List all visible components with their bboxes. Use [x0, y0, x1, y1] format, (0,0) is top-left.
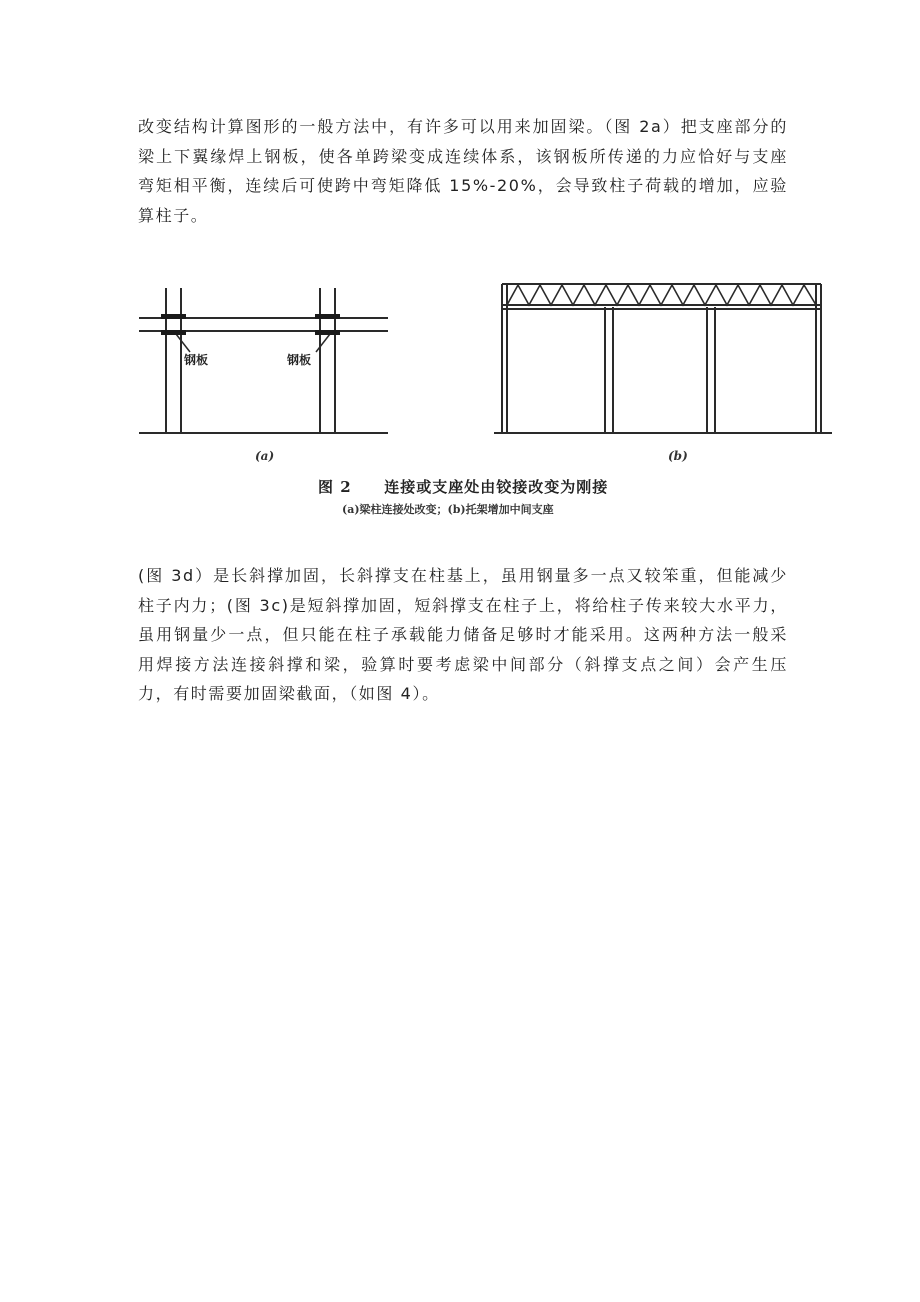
figure-title: 连接或支座处由铰接改变为刚接: [384, 478, 609, 496]
figure-number: 图 2: [318, 478, 352, 496]
subfigure-b-label: (b): [668, 449, 688, 463]
figure-caption: [318, 476, 608, 497]
paragraph-2: (图 3d）是长斜撑加固，长斜撑支在柱基上，虽用钢量多一点又较笨重，但能减少柱子内力；(图 3c)是短斜撑加固，短斜撑支在柱子上，将给柱子传来较大水平力，虽用钢量少一点，但只能在柱子承载能力储备足够时才能采用。这两种方法一般采用焊接方法连接斜撑和梁，验算时要考虑梁中间部分（斜撑支点之间）会产生压力，有时需要加固梁截面，（如图 4）。: [138, 566, 788, 703]
steel-plate-label-right: 钢板: [287, 353, 312, 367]
subfigure-a-label: (a): [255, 449, 275, 463]
steel-plate-label-left: 钢板: [184, 353, 209, 367]
figure-2b-truss-frame: [494, 284, 832, 433]
figure-subcaption: (a)梁柱连接处改变；(b)托架增加中间支座: [342, 503, 554, 516]
figure-2a-beam-column: [139, 288, 388, 433]
paragraph-1: 改变结构计算图形的一般方法中，有许多可以用来加固梁。（图 2a）把支座部分的梁上下翼缘焊上钢板，使各单跨梁变成连续体系，该钢板所传递的力应恰好与支座弯矩相平衡，连续后可使跨中弯矩降低 15%-20%，会导致柱子荷载的增加，应验算柱子。: [138, 117, 788, 225]
